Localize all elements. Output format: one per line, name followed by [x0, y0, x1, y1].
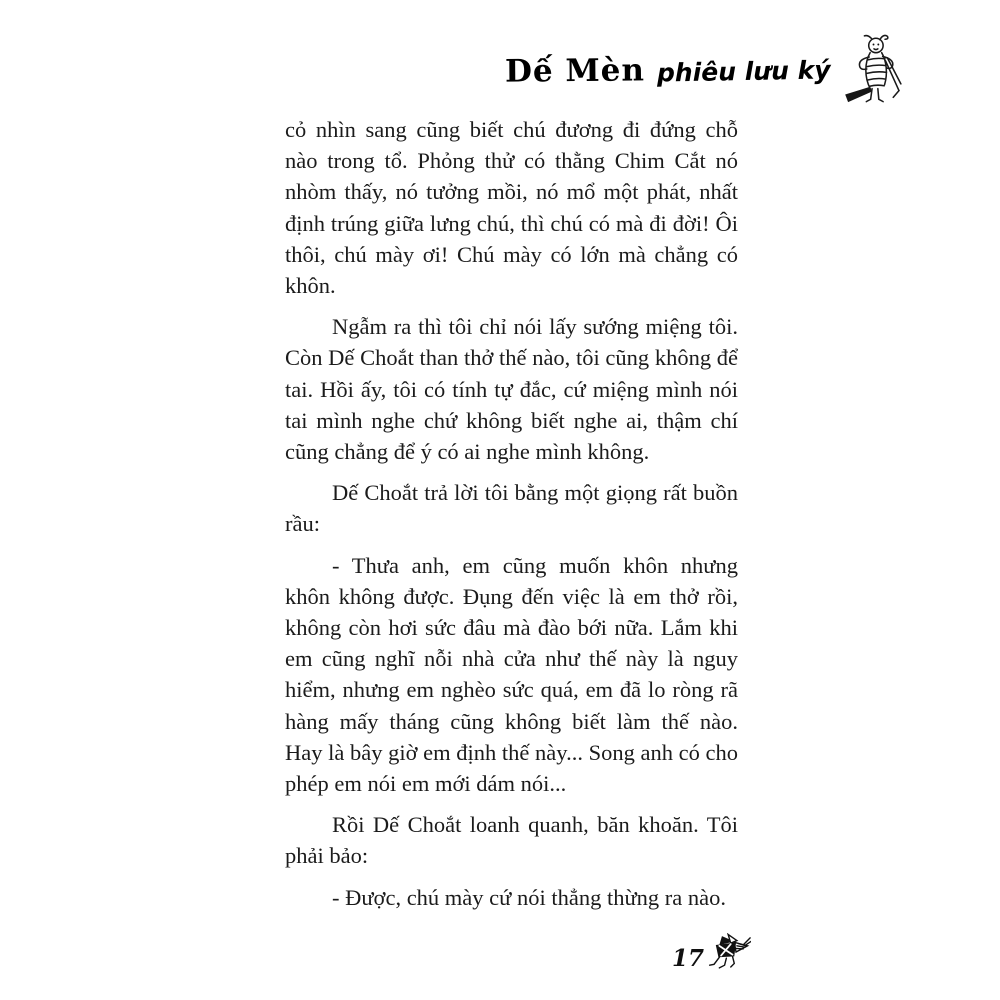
- paragraph: - Thưa anh, em cũng muốn khôn nhưng khôn không được. Đụng đến việc là em thở rồi, không còn hơi sức đâu mà đào bới nữa. Lắm khi em cũng nghĩ nỗi nhà cửa như thế này là nguy hiểm, nhưng em nghèo sức quá, em đã lo ròng rã hàng mấy tháng cũng không biết làm thế nào. Hay là bây giờ em định thế này... Song anh có cho phép em nói em mới dám nói...: [285, 552, 738, 797]
- page-footer: [672, 933, 751, 976]
- page-text: [285, 114, 738, 913]
- paragraph: Ngẫm ra thì tôi chỉ nói lấy sướng miệng tôi. Còn Dế Choắt than thở thế nào, tôi cũng không để tai. Hồi ấy, tôi có tính tự đắc, cứ miệng mình nói tai mình nghe chứ không biết nghe ai, thậm chí cũng chẳng để ý có ai nghe mình không.: [285, 314, 738, 465]
- book-title-sub: phiêu lưu ký: [656, 54, 831, 88]
- cricket-jumping-icon: [707, 933, 751, 976]
- paragraph: cỏ nhìn sang cũng biết chú đương đi đứng chỗ nào trong tổ. Phỏng thử có thằng Chim Cắt nó nhòm thấy, nó tưởng mồi, nó mổ một phát, nhất định trúng giữa lưng chú, thì chú có mà đi đời! Ôi thôi, chú mày ơi! Chú mày có lớn mà chẳng có khôn.: [285, 117, 738, 299]
- paragraph: Dế Choắt trả lời tôi bằng một giọng rất buồn rầu:: [285, 480, 738, 537]
- book-title-main: Dế Mèn: [504, 52, 646, 90]
- cricket-standing-icon: [845, 33, 903, 110]
- paragraph: Rồi Dế Choắt loanh quanh, băn khoăn. Tôi phải bảo:: [285, 812, 738, 869]
- paragraph: - Được, chú mày cứ nói thẳng thừng ra nào.: [332, 884, 727, 910]
- page-header: [505, 34, 903, 108]
- page-number: 17: [672, 945, 705, 972]
